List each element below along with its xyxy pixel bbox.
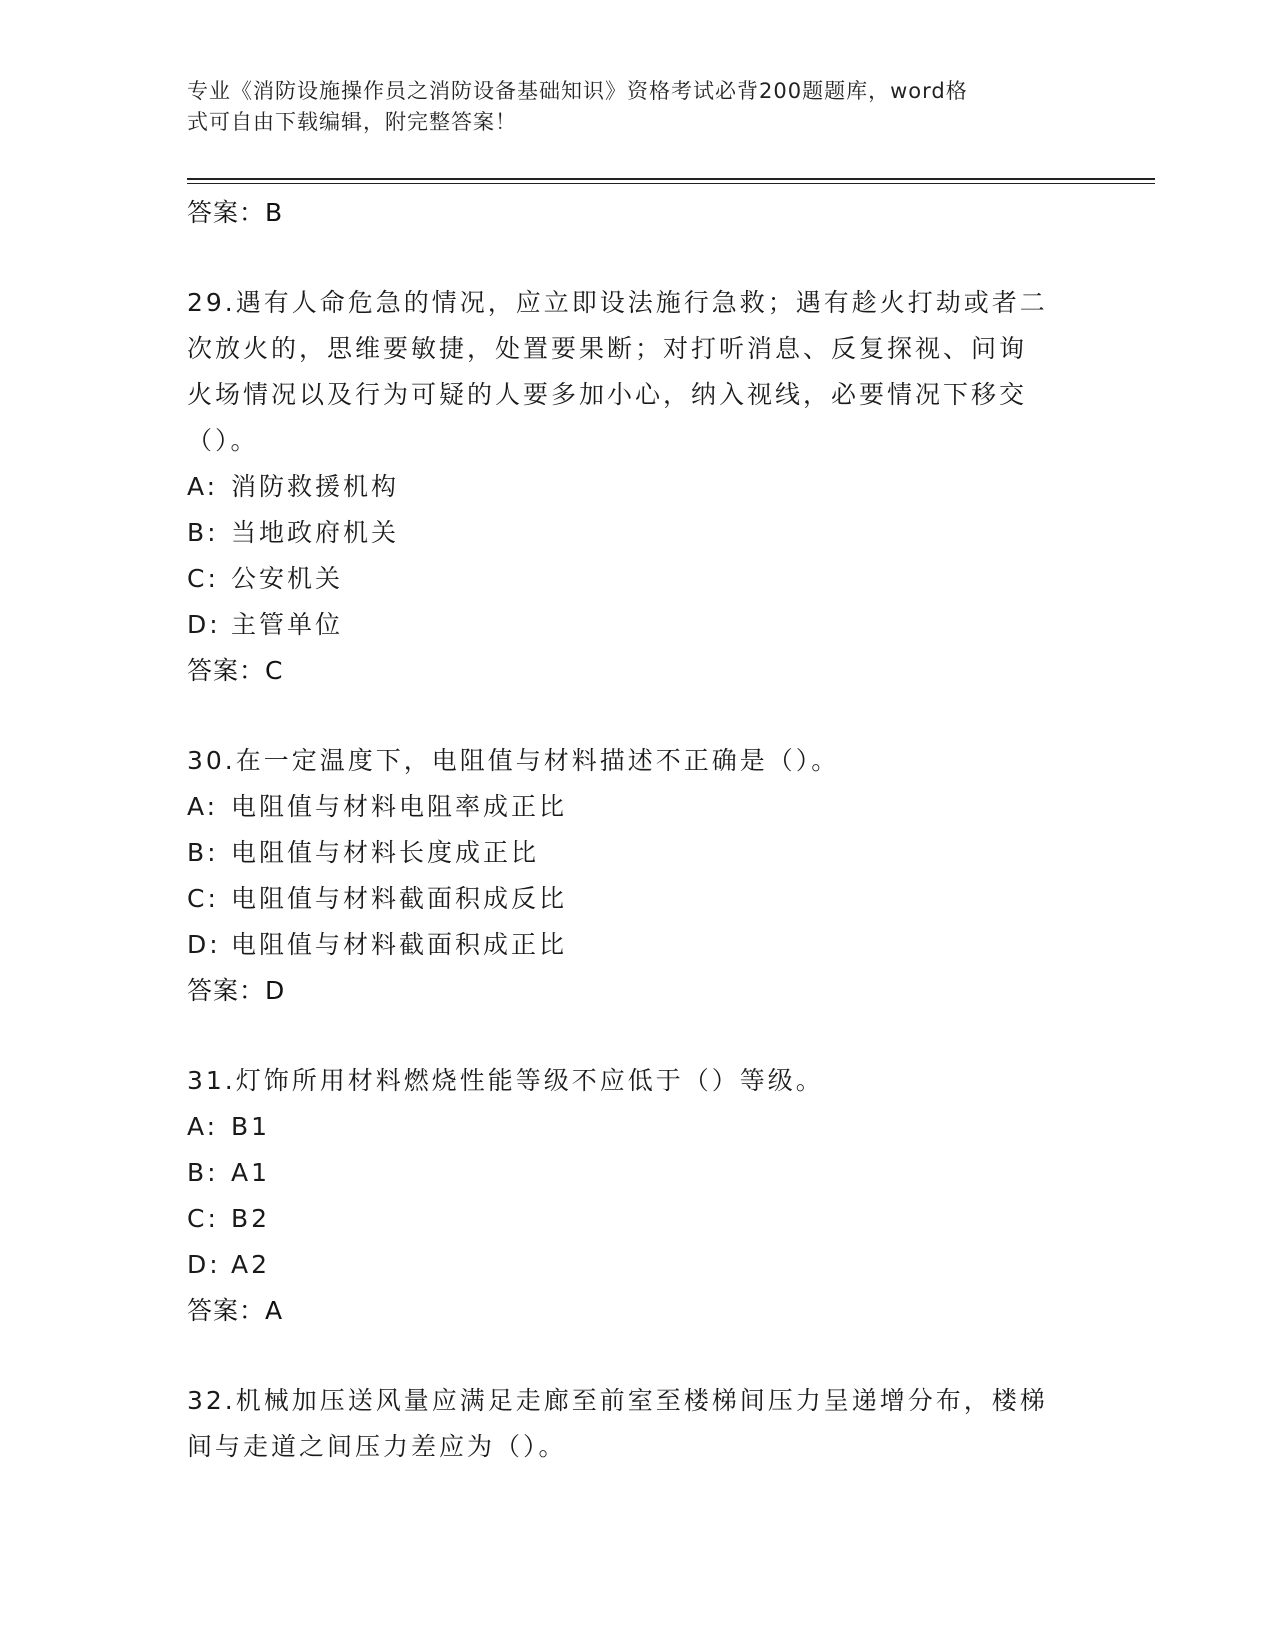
question-block — [187, 280, 1087, 694]
option-text: 主管单位 — [231, 610, 344, 639]
header-divider-thick — [187, 178, 1155, 180]
option-letter: A: — [187, 792, 219, 821]
option-text: 当地政府机关 — [231, 518, 400, 547]
question-text: 火场情况以及行为可疑的人要多加小心，纳入视线，必要情况下移交 — [187, 380, 1028, 409]
option-b — [187, 510, 1087, 556]
answer-line: 答案：C — [187, 656, 284, 685]
question-list — [187, 190, 1087, 1470]
option-text: 电阻值与材料截面积成反比 — [231, 884, 568, 913]
option-b — [187, 830, 1087, 876]
option-letter: C: — [187, 1204, 219, 1233]
option-letter: D: — [187, 1250, 221, 1279]
spacer — [187, 1014, 1087, 1058]
option-text: B2 — [231, 1204, 271, 1233]
option-a — [187, 464, 1087, 510]
question-text: 29.遇有人命危急的情况，应立即设法施行急救；遇有趁火打劫或者二 — [187, 288, 1048, 317]
option-letter: B: — [187, 838, 219, 867]
question-text: 间与走道之间压力差应为（）。 — [187, 1432, 567, 1461]
spacer — [187, 1334, 1087, 1378]
question-text: （）。 — [187, 426, 259, 455]
option-letter: A: — [187, 1112, 219, 1141]
option-letter: C: — [187, 884, 219, 913]
option-letter: C: — [187, 564, 219, 593]
option-c — [187, 556, 1087, 602]
question-text: 次放火的，思维要敏捷，处置要果断；对打听消息、反复探视、问询 — [187, 334, 1028, 363]
document-header — [187, 76, 1067, 138]
option-letter: B: — [187, 518, 219, 547]
answer-line: 答案：B — [187, 198, 284, 227]
option-d — [187, 1242, 1087, 1288]
option-text: 电阻值与材料截面积成正比 — [231, 930, 568, 959]
answer-line: 答案：A — [187, 1296, 284, 1325]
option-c — [187, 1196, 1087, 1242]
option-text: A2 — [231, 1250, 271, 1279]
option-a — [187, 784, 1087, 830]
option-c — [187, 876, 1087, 922]
option-b — [187, 1150, 1087, 1196]
answer-line: 答案：D — [187, 976, 286, 1005]
option-letter: B: — [187, 1158, 219, 1187]
question-block — [187, 1058, 1087, 1334]
question-block — [187, 738, 1087, 1014]
option-a — [187, 1104, 1087, 1150]
spacer — [187, 694, 1087, 738]
option-d — [187, 922, 1087, 968]
option-text: 电阻值与材料长度成正比 — [231, 838, 540, 867]
option-letter: A: — [187, 472, 219, 501]
option-text: A1 — [231, 1158, 271, 1187]
option-letter: D: — [187, 610, 221, 639]
question-block — [187, 1378, 1087, 1470]
header-divider-thin — [187, 183, 1155, 184]
question-text: 30.在一定温度下，电阻值与材料描述不正确是（）。 — [187, 746, 840, 775]
option-letter: D: — [187, 930, 221, 959]
option-text: 公安机关 — [231, 564, 344, 593]
question-text: 31.灯饰所用材料燃烧性能等级不应低于（）等级。 — [187, 1066, 824, 1095]
option-text: 电阻值与材料电阻率成正比 — [231, 792, 568, 821]
option-text: 消防救援机构 — [231, 472, 400, 501]
header-line-1: 专业《消防设施操作员之消防设备基础知识》资格考试必背200题题库，word格 — [187, 79, 968, 103]
option-text: B1 — [231, 1112, 271, 1141]
header-line-2: 式可自由下载编辑，附完整答案！ — [187, 110, 517, 134]
question-text: 32.机械加压送风量应满足走廊至前室至楼梯间压力呈递增分布，楼梯 — [187, 1386, 1048, 1415]
option-d — [187, 602, 1087, 648]
spacer — [187, 236, 1087, 280]
